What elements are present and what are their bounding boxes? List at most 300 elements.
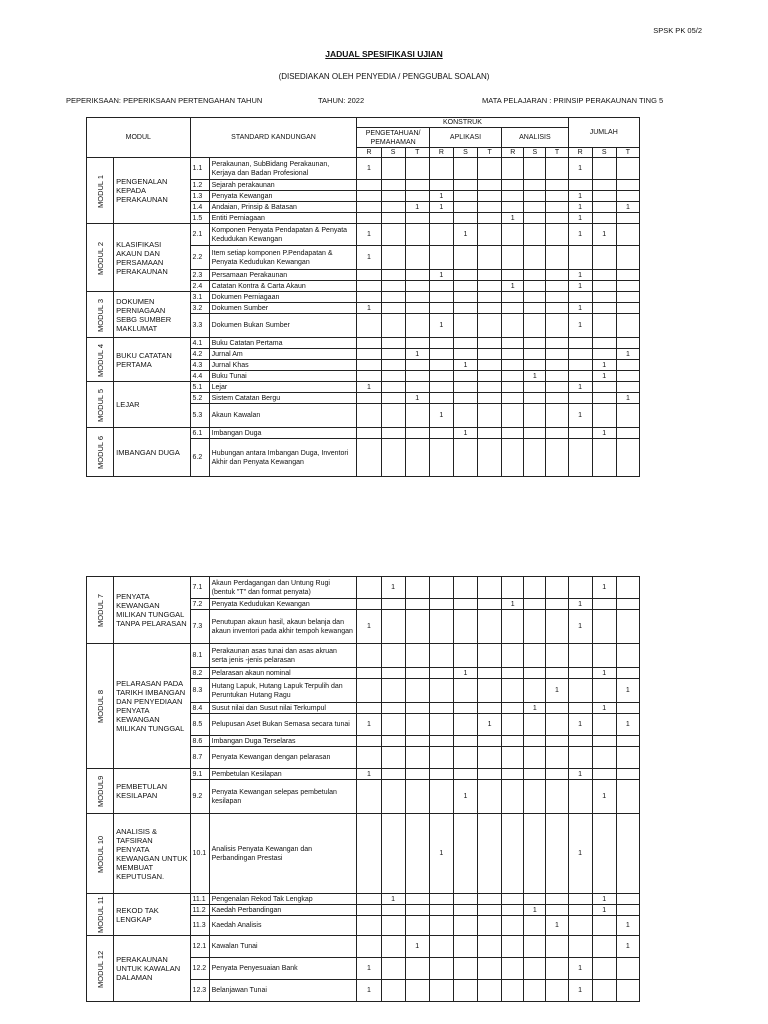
header-modul: MODUL <box>87 118 191 158</box>
value-cell: 1 <box>546 916 568 936</box>
value-cell <box>478 213 502 224</box>
module-name: PELARASAN PADA TARIKH IMBANGAN DAN PENYEDIAAN PENYATA KEWANGAN MILIKAN TUNGGAL <box>114 644 190 769</box>
value-cell <box>502 905 524 916</box>
value-cell <box>616 769 639 780</box>
value-cell <box>478 747 502 769</box>
value-cell <box>357 404 381 428</box>
value-cell <box>502 338 524 349</box>
value-cell <box>568 747 592 769</box>
value-cell: 1 <box>592 371 616 382</box>
standard-number: 9.2 <box>190 780 209 814</box>
value-cell <box>357 814 381 894</box>
value-cell <box>568 428 592 439</box>
value-cell <box>405 714 429 736</box>
value-cell <box>478 439 502 477</box>
value-cell <box>524 610 546 644</box>
standard-description: Buku Tunai <box>209 371 357 382</box>
value-cell <box>478 780 502 814</box>
standard-description: Kaedah Perbandingan <box>209 905 357 916</box>
value-cell: 1 <box>453 360 477 371</box>
table-row <box>87 428 640 439</box>
value-cell <box>616 747 639 769</box>
value-cell <box>478 303 502 314</box>
value-cell <box>502 769 524 780</box>
standard-description: Imbangan Duga <box>209 428 357 439</box>
value-cell <box>405 668 429 679</box>
value-cell <box>502 814 524 894</box>
value-cell <box>405 703 429 714</box>
value-cell: 1 <box>568 404 592 428</box>
value-cell <box>429 158 453 180</box>
value-cell <box>429 958 453 980</box>
standard-number: 1.1 <box>190 158 209 180</box>
value-cell: 1 <box>357 980 381 1002</box>
value-cell <box>405 246 429 270</box>
value-cell <box>429 916 453 936</box>
value-cell <box>478 905 502 916</box>
standard-number: 6.1 <box>190 428 209 439</box>
standard-number: 2.3 <box>190 270 209 281</box>
value-cell <box>616 338 639 349</box>
module-name: REKOD TAK LENGKAP <box>114 894 190 936</box>
value-cell <box>546 814 568 894</box>
level-header: R <box>429 148 453 158</box>
value-cell <box>524 270 546 281</box>
value-cell: 1 <box>357 769 381 780</box>
value-cell <box>616 360 639 371</box>
value-cell <box>357 703 381 714</box>
value-cell <box>592 202 616 213</box>
value-cell <box>478 814 502 894</box>
value-cell <box>568 371 592 382</box>
value-cell <box>453 281 477 292</box>
value-cell <box>478 360 502 371</box>
value-cell <box>502 393 524 404</box>
value-cell <box>453 916 477 936</box>
value-cell: 1 <box>357 158 381 180</box>
standard-number: 8.7 <box>190 747 209 769</box>
value-cell <box>546 180 568 191</box>
value-cell <box>381 428 405 439</box>
value-cell <box>453 703 477 714</box>
value-cell: 1 <box>616 393 639 404</box>
value-cell <box>568 736 592 747</box>
module-code: MODUL 1 <box>87 158 114 224</box>
value-cell <box>429 371 453 382</box>
value-cell <box>357 905 381 916</box>
value-cell <box>429 980 453 1002</box>
value-cell <box>453 213 477 224</box>
value-cell: 1 <box>592 360 616 371</box>
standard-description: Andaian, Prinsip & Batasan <box>209 202 357 213</box>
value-cell <box>453 158 477 180</box>
value-cell <box>592 769 616 780</box>
standard-description: Imbangan Duga Terselaras <box>209 736 357 747</box>
standard-description: Catatan Kontra & Carta Akaun <box>209 281 357 292</box>
value-cell <box>502 202 524 213</box>
value-cell <box>405 747 429 769</box>
value-cell <box>405 769 429 780</box>
value-cell <box>616 281 639 292</box>
value-cell <box>524 780 546 814</box>
value-cell <box>429 780 453 814</box>
value-cell <box>502 610 524 644</box>
standard-number: 8.2 <box>190 668 209 679</box>
standard-description: Penyata Kewangan dengan pelarasan <box>209 747 357 769</box>
standard-description: Perakaunan asas tunai dan asas akruan serta jenis -jenis pelarasan <box>209 644 357 668</box>
value-cell: 1 <box>405 202 429 213</box>
value-cell <box>478 668 502 679</box>
value-cell <box>502 371 524 382</box>
value-cell <box>453 371 477 382</box>
value-cell <box>381 213 405 224</box>
header-standard-kandungan: STANDARD KANDUNGAN <box>190 118 357 158</box>
standard-description: Pelupusan Aset Bukan Semasa secara tunai <box>209 714 357 736</box>
value-cell <box>429 936 453 958</box>
table-row <box>87 936 640 958</box>
value-cell: 1 <box>592 703 616 714</box>
value-cell <box>453 610 477 644</box>
value-cell: 1 <box>568 769 592 780</box>
value-cell <box>429 428 453 439</box>
value-cell: 1 <box>616 916 639 936</box>
standard-description: Sejarah perakaunan <box>209 180 357 191</box>
value-cell <box>429 382 453 393</box>
table-row <box>87 224 640 246</box>
value-cell <box>405 281 429 292</box>
value-cell <box>357 371 381 382</box>
value-cell <box>592 213 616 224</box>
value-cell <box>524 292 546 303</box>
value-cell: 1 <box>453 224 477 246</box>
value-cell: 1 <box>592 780 616 814</box>
subject-name: MATA PELAJARAN : PRINSIP PERAKAUNAN TING 5 <box>482 96 664 105</box>
value-cell <box>616 736 639 747</box>
value-cell: 1 <box>568 958 592 980</box>
value-cell <box>405 404 429 428</box>
value-cell <box>592 980 616 1002</box>
value-cell <box>616 668 639 679</box>
value-cell <box>592 303 616 314</box>
exam-name: PEPERIKSAAN: PEPERIKSAAN PERTENGAHAN TAHUN <box>66 96 263 105</box>
value-cell <box>616 158 639 180</box>
value-cell <box>478 958 502 980</box>
value-cell <box>357 202 381 213</box>
value-cell <box>381 191 405 202</box>
standard-description: Kaedah Analisis <box>209 916 357 936</box>
value-cell <box>546 958 568 980</box>
value-cell: 1 <box>502 281 524 292</box>
value-cell <box>616 644 639 668</box>
level-header: S <box>453 148 477 158</box>
value-cell: 1 <box>592 224 616 246</box>
module-code: MODUL 4 <box>87 338 114 382</box>
value-cell: 1 <box>568 814 592 894</box>
value-cell <box>524 428 546 439</box>
value-cell <box>453 894 477 905</box>
module-name: PERAKAUNAN UNTUK KAWALAN DALAMAN <box>114 936 190 1002</box>
value-cell <box>478 191 502 202</box>
value-cell <box>502 668 524 679</box>
table-row <box>87 577 640 599</box>
value-cell <box>405 158 429 180</box>
value-cell <box>524 736 546 747</box>
value-cell <box>592 714 616 736</box>
value-cell <box>478 202 502 213</box>
value-cell <box>524 314 546 338</box>
value-cell: 1 <box>357 714 381 736</box>
value-cell <box>381 703 405 714</box>
value-cell <box>429 246 453 270</box>
value-cell <box>568 936 592 958</box>
value-cell <box>502 246 524 270</box>
value-cell: 1 <box>568 382 592 393</box>
standard-number: 12.1 <box>190 936 209 958</box>
standard-number: 1.5 <box>190 213 209 224</box>
value-cell <box>524 180 546 191</box>
value-cell <box>546 780 568 814</box>
standard-description: Pembetulan Kesilapan <box>209 769 357 780</box>
value-cell <box>381 769 405 780</box>
value-cell <box>592 246 616 270</box>
value-cell <box>381 668 405 679</box>
value-cell <box>405 191 429 202</box>
value-cell <box>616 439 639 477</box>
value-cell: 1 <box>568 714 592 736</box>
value-cell: 1 <box>546 679 568 703</box>
value-cell <box>592 404 616 428</box>
standard-description: Hubungan antara Imbangan Duga, Inventori Akhir dan Penyata Kewangan <box>209 439 357 477</box>
value-cell <box>546 714 568 736</box>
value-cell <box>546 338 568 349</box>
value-cell <box>546 428 568 439</box>
value-cell: 1 <box>429 404 453 428</box>
value-cell <box>357 668 381 679</box>
standard-description: Dokumen Sumber <box>209 303 357 314</box>
value-cell <box>546 404 568 428</box>
value-cell <box>357 577 381 599</box>
value-cell <box>381 814 405 894</box>
level-header: T <box>405 148 429 158</box>
module-name: PEMBETULAN KESILAPAN <box>114 769 190 814</box>
value-cell <box>453 936 477 958</box>
value-cell <box>524 769 546 780</box>
module-name: PENGENALAN KEPADA PERAKAUNAN <box>114 158 190 224</box>
value-cell <box>568 679 592 703</box>
value-cell: 1 <box>568 191 592 202</box>
value-cell <box>616 610 639 644</box>
value-cell <box>381 246 405 270</box>
value-cell <box>453 599 477 610</box>
module-name: KLASIFIKASI AKAUN DAN PERSAMAAN PERAKAUNAN <box>114 224 190 292</box>
value-cell: 1 <box>616 349 639 360</box>
value-cell <box>381 958 405 980</box>
standard-description: Akaun Kawalan <box>209 404 357 428</box>
value-cell: 1 <box>568 213 592 224</box>
value-cell <box>357 736 381 747</box>
value-cell <box>592 382 616 393</box>
module-code: MODUL 5 <box>87 382 114 428</box>
module-code: MODUL 12 <box>87 936 114 1002</box>
value-cell <box>616 980 639 1002</box>
standard-number: 2.1 <box>190 224 209 246</box>
value-cell <box>429 747 453 769</box>
value-cell <box>524 916 546 936</box>
value-cell <box>546 202 568 213</box>
value-cell <box>502 360 524 371</box>
value-cell <box>381 158 405 180</box>
value-cell <box>546 980 568 1002</box>
value-cell <box>524 303 546 314</box>
value-cell <box>357 916 381 936</box>
value-cell: 1 <box>592 905 616 916</box>
value-cell <box>453 202 477 213</box>
level-header: T <box>616 148 639 158</box>
value-cell <box>592 439 616 477</box>
value-cell <box>357 360 381 371</box>
value-cell <box>381 303 405 314</box>
module-name: BUKU CATATAN PERTAMA <box>114 338 190 382</box>
value-cell <box>502 958 524 980</box>
value-cell <box>453 814 477 894</box>
value-cell <box>592 292 616 303</box>
value-cell <box>381 393 405 404</box>
value-cell <box>502 428 524 439</box>
value-cell <box>546 213 568 224</box>
value-cell: 1 <box>478 714 502 736</box>
value-cell: 1 <box>357 382 381 393</box>
value-cell: 1 <box>592 894 616 905</box>
value-cell: 1 <box>429 202 453 213</box>
value-cell <box>502 349 524 360</box>
value-cell <box>478 382 502 393</box>
value-cell <box>381 679 405 703</box>
value-cell <box>616 703 639 714</box>
module-name: DOKUMEN PERNIAGAAN SEBG SUMBER MAKLUMAT <box>114 292 190 338</box>
module-code: MODUL 2 <box>87 224 114 292</box>
value-cell <box>405 610 429 644</box>
value-cell <box>405 213 429 224</box>
value-cell <box>478 980 502 1002</box>
value-cell <box>478 371 502 382</box>
value-cell <box>405 314 429 338</box>
value-cell <box>381 404 405 428</box>
value-cell <box>616 428 639 439</box>
table-row <box>87 644 640 668</box>
value-cell <box>546 577 568 599</box>
level-header: T <box>546 148 568 158</box>
exam-year: TAHUN: 2022 <box>318 96 365 105</box>
value-cell <box>405 224 429 246</box>
specification-table-2 <box>86 576 640 1002</box>
value-cell <box>592 338 616 349</box>
standard-number: 2.4 <box>190 281 209 292</box>
value-cell <box>502 736 524 747</box>
value-cell: 1 <box>524 371 546 382</box>
value-cell <box>405 270 429 281</box>
value-cell <box>405 439 429 477</box>
specification-table-1 <box>86 117 640 477</box>
value-cell <box>592 158 616 180</box>
value-cell <box>546 736 568 747</box>
value-cell <box>524 158 546 180</box>
value-cell <box>546 747 568 769</box>
value-cell <box>478 158 502 180</box>
value-cell <box>478 610 502 644</box>
value-cell: 1 <box>568 303 592 314</box>
value-cell <box>568 439 592 477</box>
value-cell <box>546 360 568 371</box>
value-cell <box>524 714 546 736</box>
value-cell <box>524 202 546 213</box>
standard-description: Sistem Catatan Bergu <box>209 393 357 404</box>
standard-description: Penyata Kewangan <box>209 191 357 202</box>
value-cell <box>405 599 429 610</box>
value-cell <box>502 270 524 281</box>
value-cell: 1 <box>592 668 616 679</box>
standard-description: Jurnal Am <box>209 349 357 360</box>
module-name: PENYATA KEWANGAN MILIKAN TUNGGAL TANPA PELARASAN <box>114 577 190 644</box>
value-cell <box>546 224 568 246</box>
value-cell: 1 <box>357 958 381 980</box>
value-cell <box>381 292 405 303</box>
value-cell <box>478 703 502 714</box>
value-cell <box>592 349 616 360</box>
module-name: IMBANGAN DUGA <box>114 428 190 477</box>
value-cell: 1 <box>357 303 381 314</box>
value-cell <box>381 980 405 1002</box>
value-cell <box>502 714 524 736</box>
standard-description: Entiti Perniagaan <box>209 213 357 224</box>
value-cell <box>592 281 616 292</box>
value-cell <box>546 191 568 202</box>
value-cell <box>478 270 502 281</box>
standard-description: Perakaunan, SubBidang Perakaunan, Kerjaya dan Badan Profesional <box>209 158 357 180</box>
level-header: R <box>568 148 592 158</box>
value-cell <box>502 577 524 599</box>
module-code: MODUL 6 <box>87 428 114 477</box>
module-name: LEJAR <box>114 382 190 428</box>
value-cell <box>453 714 477 736</box>
value-cell <box>429 349 453 360</box>
value-cell: 1 <box>453 428 477 439</box>
value-cell: 1 <box>357 246 381 270</box>
value-cell <box>592 916 616 936</box>
value-cell <box>546 158 568 180</box>
value-cell <box>592 610 616 644</box>
standard-number: 4.3 <box>190 360 209 371</box>
value-cell <box>592 180 616 191</box>
standard-description: Penutupan akaun hasil, akaun belanja dan akaun inventori pada akhir tempoh kewangan <box>209 610 357 644</box>
value-cell <box>381 360 405 371</box>
standard-description: Komponen Penyata Pendapatan & Penyata Kedudukan Kewangan <box>209 224 357 246</box>
value-cell <box>405 292 429 303</box>
module-name: ANALISIS & TAFSIRAN PENYATA KEWANGAN UNTUK MEMBUAT KEPUTUSAN. <box>114 814 190 894</box>
value-cell <box>405 679 429 703</box>
value-cell <box>616 905 639 916</box>
value-cell: 1 <box>568 202 592 213</box>
value-cell <box>502 780 524 814</box>
value-cell <box>616 224 639 246</box>
standard-description: Penyata Penyesuaian Bank <box>209 958 357 980</box>
value-cell <box>381 736 405 747</box>
value-cell <box>502 747 524 769</box>
value-cell <box>524 382 546 393</box>
value-cell: 1 <box>405 349 429 360</box>
header-analisis: ANALISIS <box>502 128 568 148</box>
value-cell <box>453 404 477 428</box>
value-cell <box>546 349 568 360</box>
